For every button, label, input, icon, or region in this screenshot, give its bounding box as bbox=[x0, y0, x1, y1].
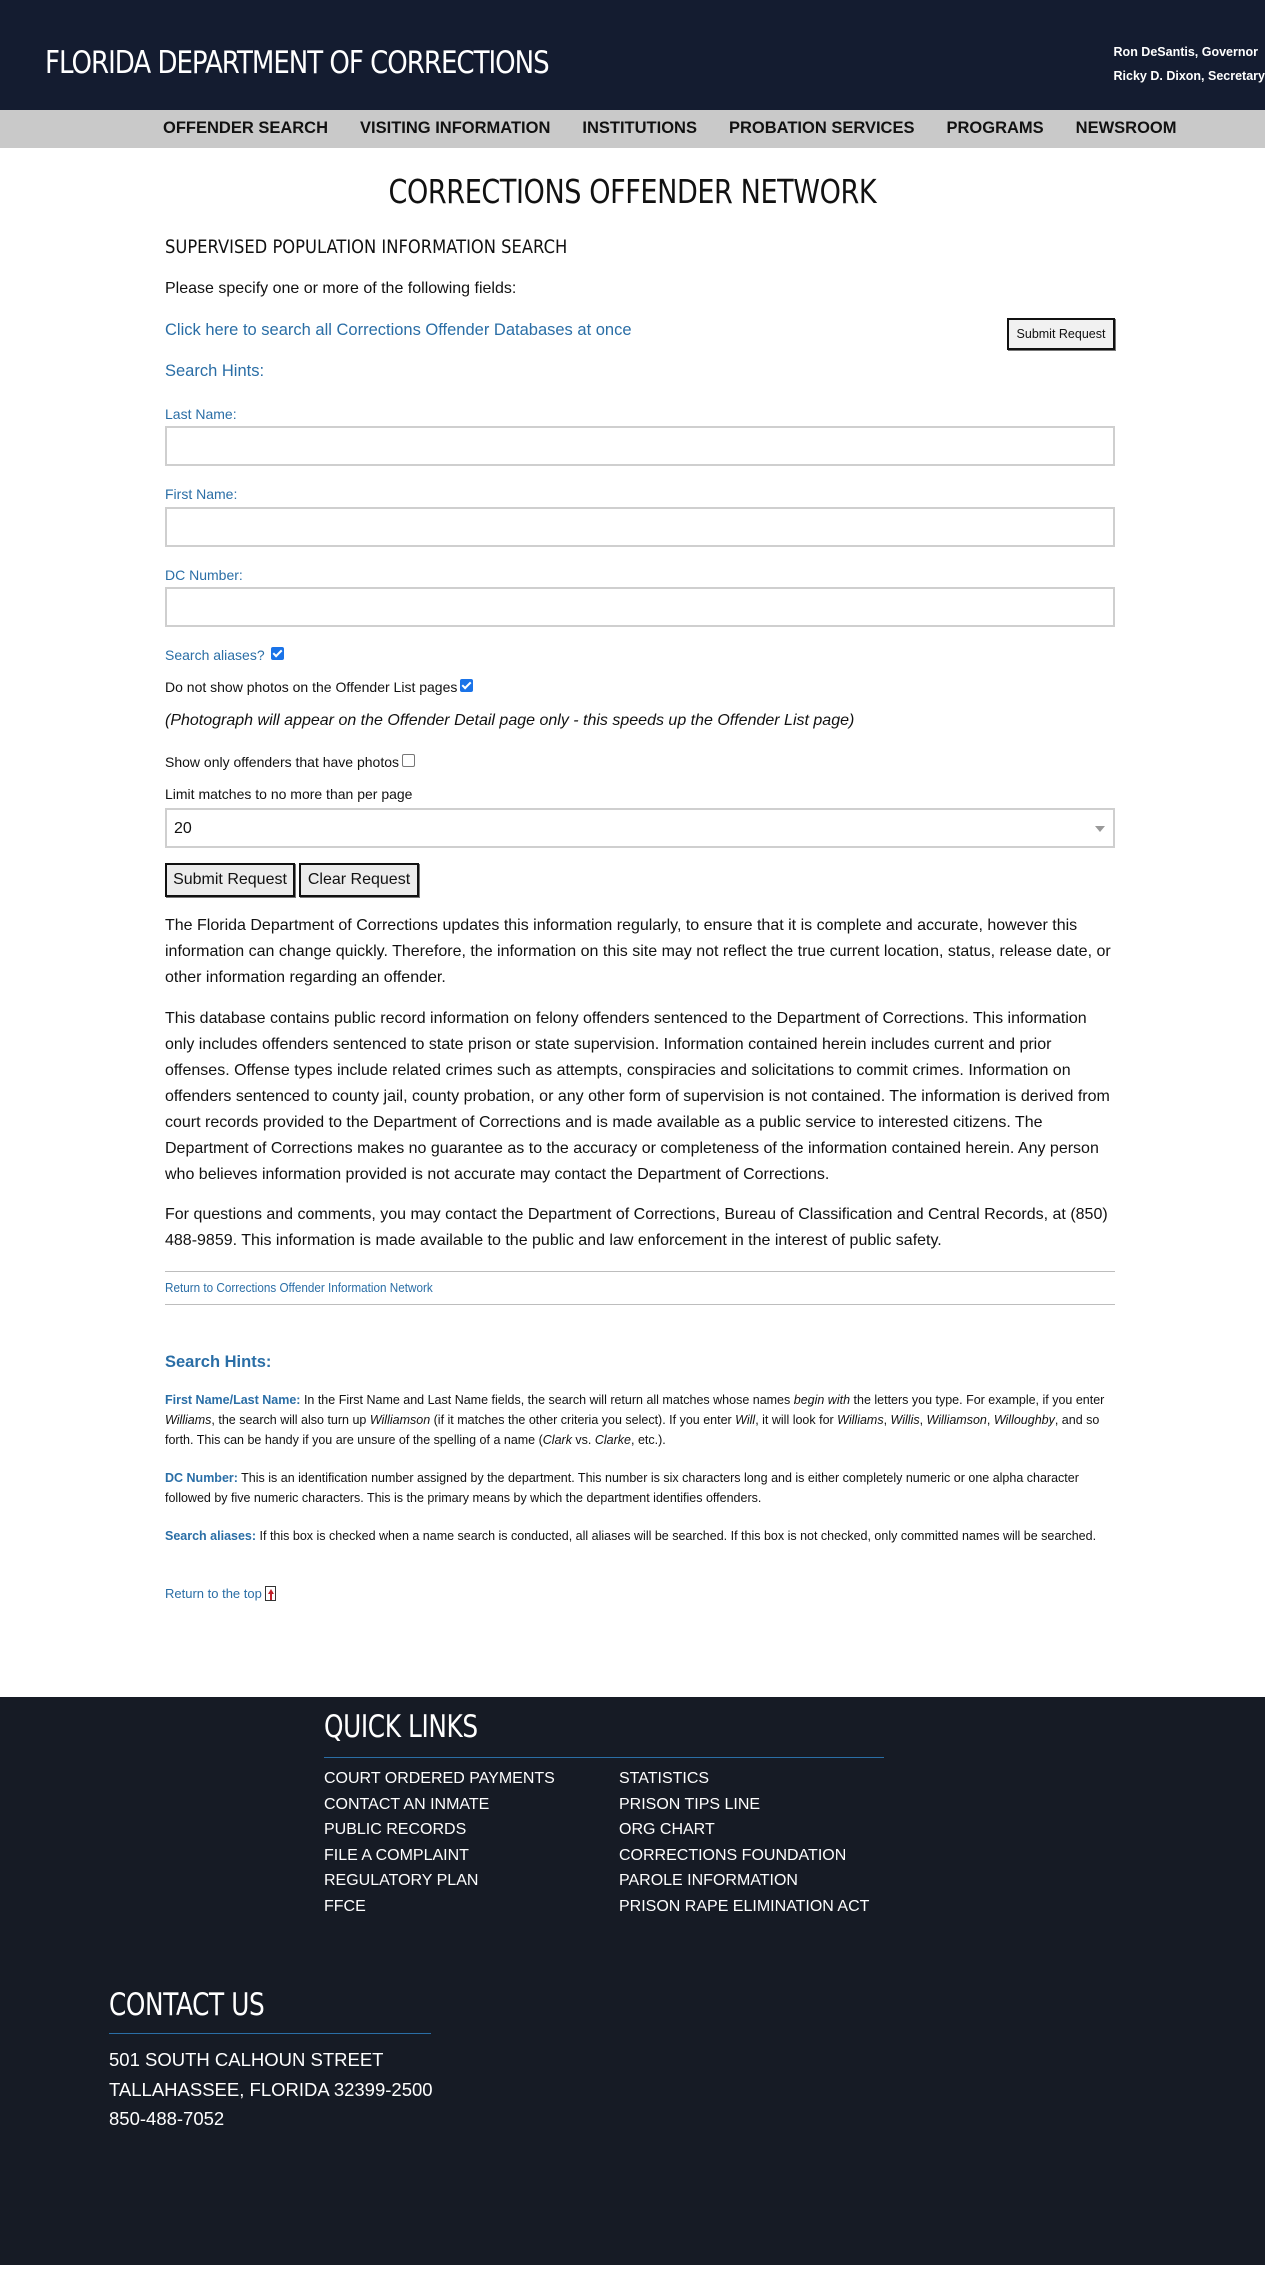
quick-link-org-chart[interactable]: ORG CHART bbox=[619, 1821, 715, 1838]
page-title: CORRECTIONS OFFENDER NETWORK bbox=[388, 172, 877, 211]
nav-probation-services[interactable]: PROBATION SERVICES bbox=[728, 119, 915, 137]
search-hints-heading: Search Hints: bbox=[165, 1353, 272, 1371]
nav-institutions[interactable]: INSTITUTIONS bbox=[582, 119, 697, 137]
contact-us-title: CONTACT US bbox=[109, 1987, 265, 2023]
limit-matches-value: 20 bbox=[174, 820, 192, 837]
nav-newsroom[interactable]: NEWSROOM bbox=[1075, 119, 1177, 137]
last-name-input[interactable] bbox=[165, 426, 1115, 466]
quick-link-prison-tips-line[interactable]: PRISON TIPS LINE bbox=[619, 1795, 761, 1813]
submit-request-top-button[interactable]: Submit Request bbox=[1007, 318, 1115, 350]
nav-programs[interactable]: PROGRAMS bbox=[946, 119, 1044, 137]
info-paragraph-1: The Florida Department of Corrections updates this information regularly, to ensure that it is complete and accurate, however this information can change quickly. Therefore, the information on this site may not reflect the true current location, status, release date, or other information regarding an offender. bbox=[165, 917, 1111, 986]
last-name-label: Last Name: bbox=[165, 406, 237, 422]
hint-dc-number: DC Number: This is an identification number assigned by the department. This number is six characters long and is either completely numeric or one alpha character followed by five numeric characters. This is the primary means by which the department identifies offenders. bbox=[165, 1471, 1079, 1505]
no-photos-label: Do not show photos on the Offender List pages bbox=[165, 679, 458, 695]
search-aliases-row bbox=[165, 647, 284, 663]
only-photos-label: Show only offenders that have photos bbox=[165, 754, 400, 770]
quick-link-statistics[interactable]: STATISTICS bbox=[619, 1770, 710, 1787]
only-photos-row bbox=[165, 754, 415, 770]
photo-note: (Photograph will appear on the Offender Detail page only - this speeds up the Offender List page) bbox=[165, 712, 855, 729]
divider-bottom bbox=[165, 1304, 1115, 1305]
only-photos-checkbox[interactable] bbox=[402, 754, 415, 767]
officials-block bbox=[1114, 40, 1265, 88]
dc-number-label: DC Number: bbox=[165, 567, 243, 583]
return-to-network-link[interactable]: Return to Corrections Offender Information Network bbox=[165, 1280, 433, 1295]
hint-aliases: Search aliases: If this box is checked when a name search is conducted, all aliases will be searched. If this box is not checked, only committed names will be searched. bbox=[165, 1529, 1097, 1543]
quick-link-ffce[interactable]: FFCE bbox=[324, 1897, 366, 1915]
chevron-down-icon bbox=[1095, 826, 1105, 832]
clear-request-button[interactable]: Clear Request bbox=[299, 863, 419, 897]
return-to-top-link[interactable] bbox=[165, 1586, 276, 1601]
quick-links-left bbox=[324, 1766, 555, 1919]
secretary-name: Ricky D. Dixon, Secretary bbox=[1113, 69, 1265, 83]
main-nav bbox=[0, 110, 1265, 148]
page-subtitle: SUPERVISED POPULATION INFORMATION SEARCH bbox=[165, 236, 568, 258]
quick-link-corrections-foundation[interactable]: CORRECTIONS FOUNDATION bbox=[619, 1846, 847, 1864]
nav-visiting-information[interactable]: VISITING INFORMATION bbox=[360, 119, 551, 137]
hint-name-term: First Name/Last Name: bbox=[165, 1393, 301, 1407]
contact-address-line-2: TALLAHASSEE, FLORIDA 32399-2500 bbox=[109, 2078, 433, 2100]
contact-details bbox=[109, 2045, 433, 2134]
quick-link-contact-an-inmate[interactable]: CONTACT AN INMATE bbox=[324, 1795, 490, 1813]
limit-matches-label: Limit matches to no more than per page bbox=[165, 786, 413, 802]
search-aliases-checkbox[interactable] bbox=[271, 647, 284, 660]
no-photos-checkbox[interactable] bbox=[460, 679, 473, 692]
hint-alias-term: Search aliases: bbox=[165, 1529, 257, 1543]
first-name-label: First Name: bbox=[165, 486, 238, 502]
limit-matches-select[interactable] bbox=[165, 808, 1115, 848]
info-paragraph-3: For questions and comments, you may contact the Department of Corrections, Bureau of Classification and Central Records, at (850) 488-9859. This information is made available to the public and law enforcement in the interest of public safety. bbox=[165, 1206, 1108, 1249]
info-paragraph-2: This database contains public record information on felony offenders sentenced to the Department of Corrections. This information only includes offenders sentenced to state prison or state supervision. Information contained herein includes current and prior offenses. Offense types include related crimes such as attempts, conspiracies and solicitations to commit crimes. Information on offenders sentenced to county jail, county probation, or any other form of supervision is not contained. The information is derived from court records provided to the Department of Corrections and is made available as a public service to interested citizens. The Department of Corrections makes no guarantee as to the accuracy or completeness of the information contained herein. Any person who believes information provided is not accurate may contact the Department of Corrections. bbox=[165, 1010, 1110, 1183]
quick-link-prea[interactable]: PRISON RAPE ELIMINATION ACT bbox=[619, 1897, 870, 1915]
site-header bbox=[0, 0, 1265, 110]
return-to-top-label: Return to the top bbox=[165, 1586, 262, 1601]
quick-link-public-records[interactable]: PUBLIC RECORDS bbox=[324, 1821, 467, 1838]
quick-link-file-a-complaint[interactable]: FILE A COMPLAINT bbox=[324, 1846, 469, 1864]
submit-request-button[interactable]: Submit Request bbox=[165, 863, 295, 897]
hint-name: First Name/Last Name: In the First Name and Last Name fields, the search will return all matches whose names begin with the letters you type. For example, if you enter Williams, the search will also turn up Williamson (if it matches the other criteria you select). If you enter Will, it will look for Williams, Willis, Williamson, Willoughby, and so forth. This can be handy if you are unsure of the spelling of a name (Clark vs. Clarke, etc.). bbox=[165, 1393, 1105, 1447]
no-photos-row bbox=[165, 679, 473, 695]
quick-link-regulatory-plan[interactable]: REGULATORY PLAN bbox=[324, 1872, 479, 1889]
agency-title[interactable]: FLORIDA DEPARTMENT OF CORRECTIONS bbox=[45, 45, 549, 81]
governor-name: Ron DeSantis, Governor bbox=[1113, 45, 1259, 59]
dc-number-input[interactable] bbox=[165, 587, 1115, 627]
search-hints-link[interactable]: Search Hints: bbox=[165, 362, 265, 380]
nav-offender-search[interactable]: OFFENDER SEARCH bbox=[163, 119, 329, 137]
arrow-up-icon bbox=[265, 1586, 276, 1601]
quick-link-parole-information[interactable]: PAROLE INFORMATION bbox=[619, 1872, 798, 1889]
contact-address-line-1: 501 SOUTH CALHOUN STREET bbox=[109, 2049, 384, 2070]
hint-dc-term: DC Number: bbox=[165, 1471, 238, 1485]
instructions-text: Please specify one or more of the following fields: bbox=[165, 280, 517, 297]
first-name-input[interactable] bbox=[165, 507, 1115, 547]
search-aliases-label: Search aliases? bbox=[165, 647, 265, 663]
contact-us-divider bbox=[109, 2033, 431, 2034]
quick-link-court-ordered-payments[interactable]: COURT ORDERED PAYMENTS bbox=[324, 1770, 555, 1787]
search-all-databases-link[interactable]: Click here to search all Corrections Offender Databases at once bbox=[165, 321, 632, 339]
divider-top bbox=[165, 1271, 1115, 1272]
quick-links-right bbox=[619, 1766, 869, 1919]
quick-links-title: QUICK LINKS bbox=[324, 1709, 478, 1745]
contact-phone[interactable]: 850-488-7052 bbox=[109, 2108, 225, 2129]
quick-links-divider bbox=[324, 1757, 884, 1758]
